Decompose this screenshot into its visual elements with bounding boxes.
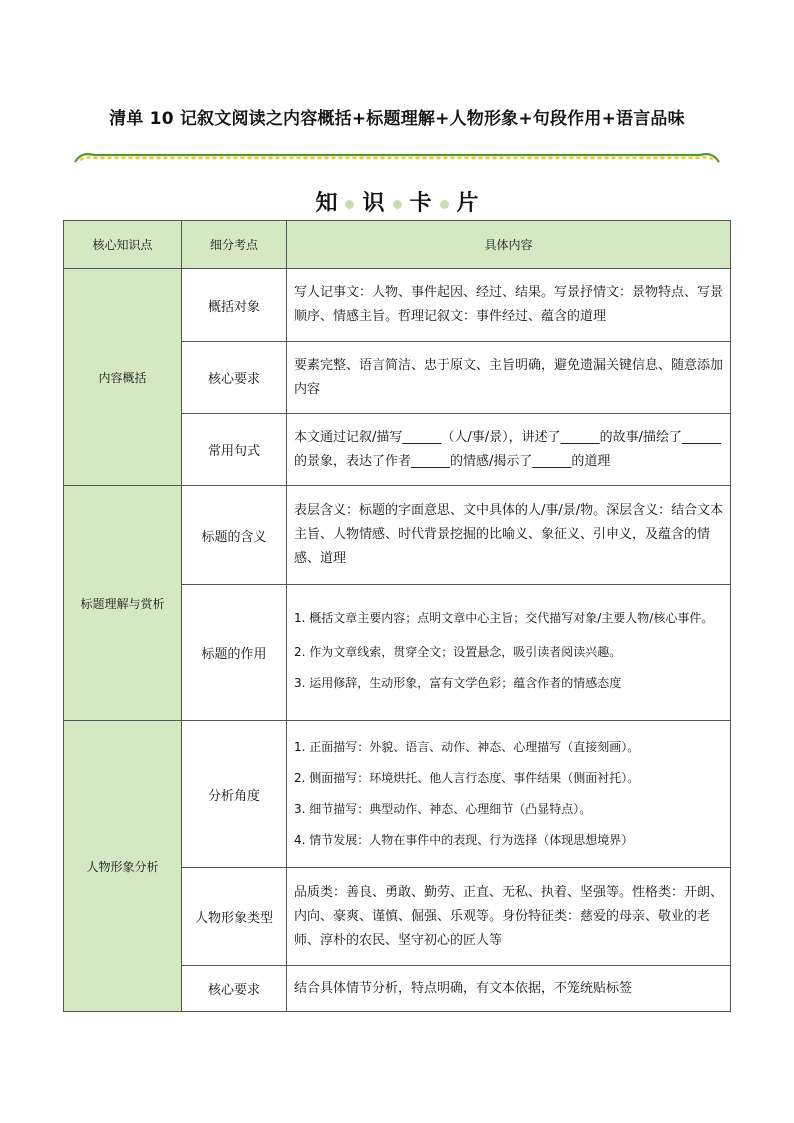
dot-icon (440, 200, 449, 209)
card-title-char: 卡 (409, 191, 432, 216)
content-cell (287, 585, 731, 721)
list-item: 2. 作为文章线索，贯穿全文；设置悬念，吸引读者阅读兴趣。 (294, 645, 622, 659)
category-cell: 人物形象分析 (64, 721, 182, 1012)
content-cell (287, 966, 731, 1012)
subtopic-cell: 人物形象类型 (182, 868, 287, 966)
card-title-char: 知 (315, 191, 338, 216)
card-title-char: 片 (456, 191, 479, 216)
list-item: 4. 情节发展：人物在事件中的表现、行为选择（体现思想境界） (294, 833, 634, 847)
header-content: 具体内容 (287, 221, 731, 269)
content-cell (287, 868, 731, 966)
category-cell: 标题理解与赏析 (64, 486, 182, 721)
wavy-divider (72, 148, 722, 170)
category-cell: 内容概括 (64, 269, 182, 486)
dot-icon (345, 200, 354, 209)
subtopic-cell: 常用句式 (182, 414, 287, 486)
content-text: 结合具体情节分析，特点明确，有文本依据，不笼统贴标签 (294, 980, 633, 996)
table-row (64, 269, 731, 342)
header-subtopic: 细分考点 (182, 221, 287, 269)
list-item: 3. 细节描写：典型动作、神态、心理细节（凸显特点）。 (294, 802, 592, 816)
table-row (64, 486, 731, 585)
list-item: 1. 概括文章主要内容；点明文章中心主旨；交代描写对象/主要人物/核心事件。 (294, 611, 714, 625)
list-item: 1. 正面描写：外貌、语言、动作、神态、心理描写（直接刻画）。 (294, 740, 640, 754)
list-item: 2. 侧面描写：环境烘托、他人言行态度、事件结果（侧面衬托）。 (294, 771, 640, 785)
subtopic-cell: 分析角度 (182, 721, 287, 868)
content-text: 本文通过记叙/描写______（人/事/景），讲述了______的故事/描绘了______的景象，表达了作者______的情感/揭示了______的道理 (294, 429, 722, 469)
subtopic-cell: 标题的含义 (182, 486, 287, 585)
list-item: 3. 运用修辞，生动形象，富有文学色彩；蕴含作者的情感态度 (294, 676, 622, 690)
content-text: 写人记事文：人物、事件起因、经过、结果。写景抒情文：景物特点、写景顺序、情感主旨。哲理记叙文：事件经过、蕴含的道理 (294, 285, 724, 324)
subtopic-cell: 标题的作用 (182, 585, 287, 721)
page-title: 清单 10 记叙文阅读之内容概括+标题理解+人物形象+句段作用+语言品味 (109, 109, 685, 129)
content-text: 品质类：善良、勇敢、勤劳、正直、无私、执着、坚强等。性格类：开朗、内向、豪爽、谨慎、倔强、乐观等。身份特征类：慈爱的母亲、敬业的老师、淳朴的农民、坚守初心的匠人等 (294, 884, 724, 948)
subtopic-cell: 概括对象 (182, 269, 287, 342)
subtopic-cell: 核心要求 (182, 342, 287, 414)
table-header-row (64, 221, 731, 269)
header-category: 核心知识点 (64, 221, 182, 269)
content-cell (287, 721, 731, 868)
subtopic-cell: 核心要求 (182, 966, 287, 1012)
knowledge-table (63, 220, 731, 1012)
content-cell (287, 269, 731, 342)
card-title-char: 识 (362, 191, 385, 216)
content-cell (287, 486, 731, 585)
content-cell (287, 342, 731, 414)
table-row (64, 721, 731, 868)
content-cell (287, 414, 731, 486)
content-text: 要素完整、语言简洁、忠于原文、主旨明确，避免遗漏关键信息、随意添加内容 (294, 357, 724, 397)
dot-icon (393, 200, 402, 209)
card-title (0, 186, 794, 217)
content-text: 表层含义：标题的字面意思、文中具体的人/事/景/物。深层含义：结合文本主旨、人物情感、时代背景挖掘的比喻义、象征义、引申义，及蕴含的情感、道理 (294, 503, 724, 566)
